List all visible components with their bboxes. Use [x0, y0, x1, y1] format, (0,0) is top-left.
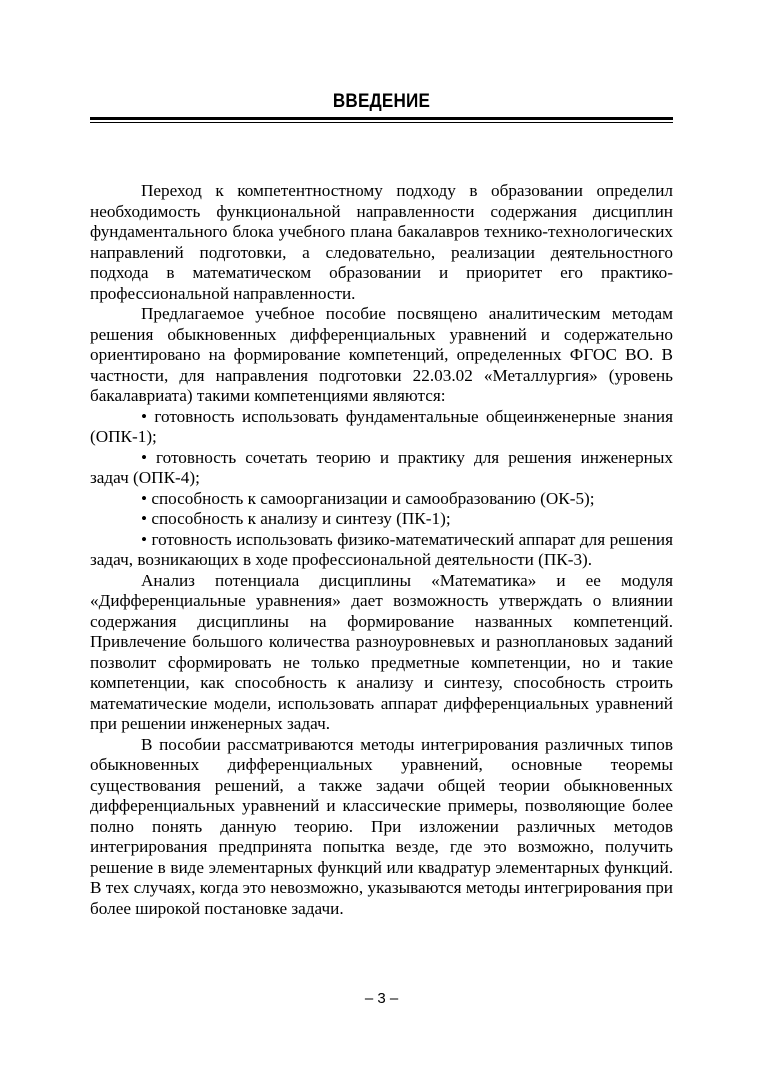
bullet-icon: • — [141, 488, 148, 508]
list-item-text: способность к анализу и синтезу (ПК-1); — [151, 509, 451, 528]
bullet-icon: • — [141, 406, 148, 426]
list-item — [90, 407, 673, 448]
list-item-text: способность к самоорганизации и самообразованию (ОК-5); — [151, 488, 595, 508]
list-item — [90, 448, 673, 489]
list-item-text: готовность использовать фундаментальные общеинженерные знания (ОПК-1); — [90, 406, 674, 446]
document-page — [90, 0, 673, 1080]
paragraph-analysis: Анализ потенциала дисциплины «Математика» и ее модуля «Дифференциальные уравнения» дает возможность утверждать о влиянии содержания дисциплины на формирование названных компетенций. Привлечение большого количества разноуровневых и разноплановых заданий позволит сформировать не только предметные компетенции, но и такие компетенции, как способность к анализу и синтезу, способность строить математические модели, использовать аппарат дифференциальных уравнений при решении инженерных задач. — [90, 570, 673, 733]
paragraph-intro: Переход к компетентностному подходу в образовании определил необходимость функциональной направленности содержания дисциплин фундаментального блока учебного плана бакалавров технико-технологических направлений подготовки, а следовательно, реализации деятельностного подхода в математическом образовании и приоритет его практико-профессиональной направленности. — [90, 181, 673, 303]
list-item-text: готовность сочетать теорию и практику для решения инженерных задач (ОПК-4); — [90, 447, 673, 487]
paragraph-manual-purpose: Предлагаемое учебное пособие посвящено аналитическим методам решения обыкновенных дифференциальных уравнений и содержательно ориентировано на формирование компетенций, определенных ФГОС ВО. В частности, для направления подготовки 22.03.02 «Металлургия» (уровень бакалавриата) такими компетенциями являются: — [90, 304, 673, 405]
competency-list — [90, 407, 673, 571]
page-number: – 3 – — [364, 990, 399, 1007]
list-item-text: готовность использовать физико-математический аппарат для решения задач, возникающих в ходе профессиональной деятельности (ПК-3). — [90, 529, 674, 569]
list-item — [90, 509, 673, 530]
list-item — [90, 530, 673, 571]
bullet-icon: • — [141, 509, 148, 528]
list-item — [90, 489, 673, 510]
bullet-icon: • — [141, 447, 148, 467]
body-text — [90, 181, 673, 919]
bullet-icon: • — [141, 529, 148, 549]
paragraph-methods: В пособии рассматриваются методы интегрирования различных типов обыкновенных дифференциальных уравнений, основные теоремы существования решений, а также задачи общей теории обыкновенных дифференциальных уравнений и классические примеры, позволяющие более полно понять данную теорию. При изложении различных методов интегрирования предпринята попытка везде, где это возможно, получить решение в виде элементарных функций или квадратур элементарных функций. В тех случаях, когда это невозможно, указываются методы интегрирования при более широкой постановке задачи. — [90, 734, 673, 918]
title-rule-thick — [90, 117, 673, 120]
title-rule-thin — [90, 122, 673, 123]
page-title: ВВЕДЕНИЕ — [332, 91, 431, 112]
